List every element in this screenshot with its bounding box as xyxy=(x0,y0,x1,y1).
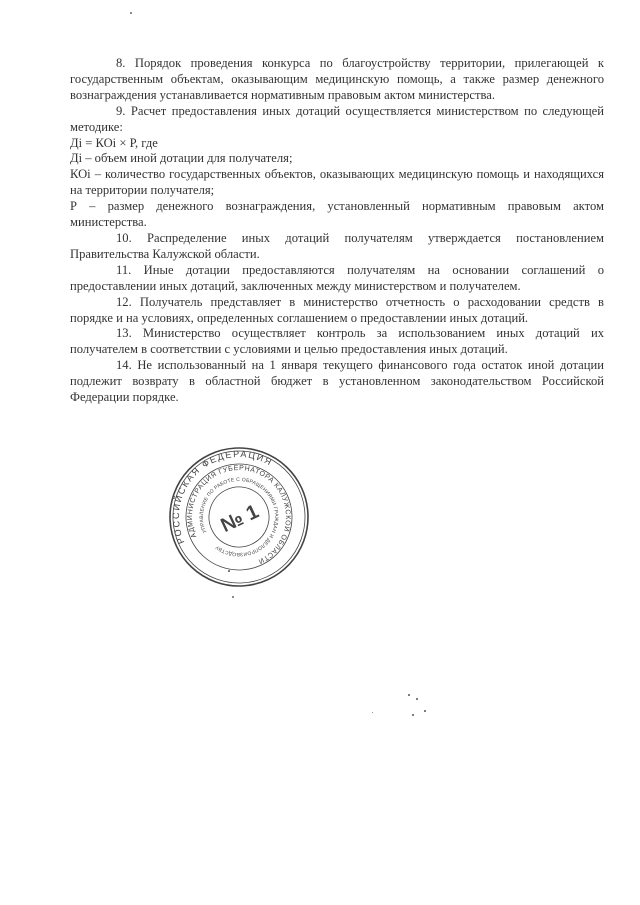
paragraph-13: 13. Министерство осуществляет контроль за использованием иных дотаций их получателем в соответствии с условиями и целью предоставления иных дотаций. xyxy=(70,326,604,357)
scan-speck xyxy=(408,694,410,696)
official-seal-stamp xyxy=(168,446,310,588)
paragraph-12: 12. Получатель представляет в министерство отчетность о расходовании средств в порядке и на условиях, определенных соглашением о предоставлении иных дотаций. xyxy=(70,294,604,325)
paragraph-10: 10. Распределение иных дотаций получателям утверждается постановлением Правительства Калужской области. xyxy=(70,230,604,261)
paragraph-11: 11. Иные дотации предоставляются получателям на основании соглашений о предоставлении иных дотаций, заключенных между министерством и получателем. xyxy=(70,262,604,293)
definition-d: Дi – объем иной дотации для получателя; xyxy=(70,151,293,166)
scan-speck xyxy=(416,698,418,700)
scan-speck xyxy=(228,570,230,572)
document-body xyxy=(70,56,604,406)
formula-line: Дi = КОi × Р, где xyxy=(70,135,158,150)
seal-number: № 1 xyxy=(217,500,263,538)
paragraph-9: 9. Расчет предоставления иных дотаций осуществляется министерством по следующей методике: xyxy=(70,103,604,134)
scan-speck xyxy=(232,596,234,598)
scan-speck xyxy=(372,712,373,713)
definition-ko: КОi – количество государственных объектов, оказывающих медицинскую помощь и находящихся на территории получателя; xyxy=(70,167,604,198)
definition-p: Р – размер денежного вознаграждения, установленный нормативным правовым актом министерства. xyxy=(70,199,604,230)
seal-ring-text: АДМИНИСТРАЦИЯ ГУБЕРНАТОРА КАЛУЖСКОЙ ОБЛАСТИ xyxy=(186,464,292,565)
scan-speck xyxy=(412,714,414,716)
paragraph-14: 14. Не использованный на 1 января текущего финансового года остаток иной дотации подлежит возврату в областной бюджет в установленном законодательством Российской Федерации порядке. xyxy=(70,358,604,405)
seal-inner-text: УПРАВЛЕНИЕ ПО РАБОТЕ С ОБРАЩЕНИЯМИ ГРАЖДАН И ДЕЛОПРОИЗВОДСТВУ xyxy=(198,476,280,558)
scan-speck xyxy=(130,12,132,14)
scan-speck xyxy=(424,710,426,712)
paragraph-8: 8. Порядок проведения конкурса по благоустройству территории, прилегающей к государственным объектам, оказывающим медицинскую помощь, а также размер денежного вознаграждения устанавливается нормативным правовым актом министерства. xyxy=(70,56,604,102)
seal-outer-text: РОССИЙСКАЯ ФЕДЕРАЦИЯ xyxy=(170,448,275,546)
